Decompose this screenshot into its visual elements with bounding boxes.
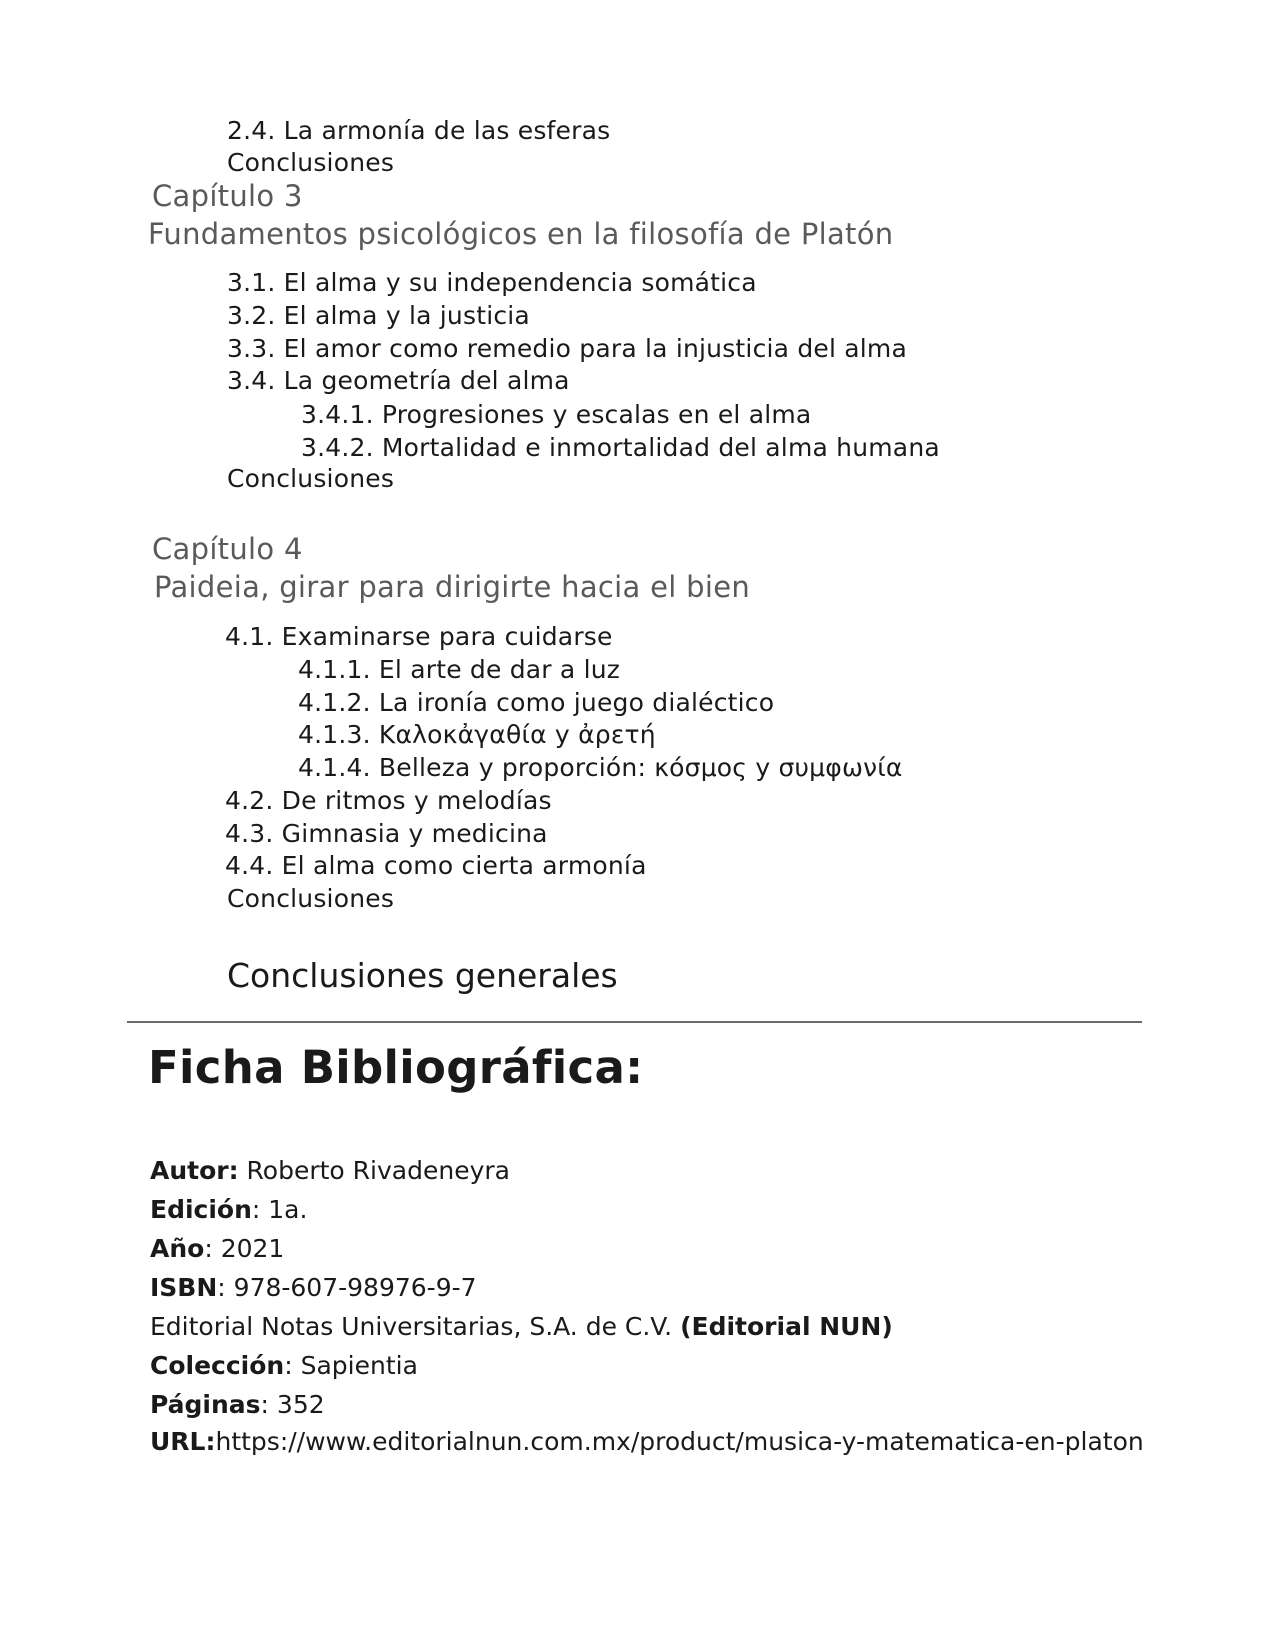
chapter-3-title: Fundamentos psicológicos en la filosofía de Platón — [148, 217, 894, 251]
chapter-4-label: Capítulo 4 — [152, 532, 303, 566]
ficha-editorial — [150, 1311, 893, 1343]
ficha-isbn — [150, 1272, 477, 1304]
toc-item-3-4-2: 3.4.2. Mortalidad e inmortalidad del alma humana — [301, 433, 940, 462]
toc-item-4-1-1: 4.1.1. El arte de dar a luz — [298, 655, 621, 684]
ficha-coleccion — [150, 1350, 418, 1382]
toc-item-3-1: 3.1. El alma y su independencia somática — [227, 268, 757, 297]
toc-item-4-1: 4.1. Examinarse para cuidarse — [225, 622, 613, 651]
toc-item-4-2: 4.2. De ritmos y melodías — [225, 786, 552, 815]
ficha-edicion-label: Edición — [150, 1195, 252, 1224]
ficha-editorial-name: Editorial Notas Universitarias, S.A. de C.V. — [150, 1312, 681, 1341]
ficha-autor — [150, 1155, 510, 1187]
ficha-editorial-short: (Editorial NUN) — [680, 1312, 893, 1341]
chapter-4-title: Paideia, girar para dirigirte hacia el bien — [154, 570, 751, 604]
toc-item-ch4-conclusions: Conclusiones — [227, 884, 395, 913]
toc-item-3-3: 3.3. El amor como remedio para la injusticia del alma — [227, 334, 908, 363]
toc-item-3-2: 3.2. El alma y la justicia — [227, 301, 530, 330]
ficha-url-link[interactable]: https://www.editorialnun.com.mx/product/musica-y-matematica-en-platon — [215, 1427, 1144, 1456]
toc-item-4-4: 4.4. El alma como cierta armonía — [225, 851, 647, 880]
ficha-paginas — [150, 1389, 325, 1421]
ficha-anio-label: Año — [150, 1234, 205, 1263]
toc-item-3-4-1: 3.4.1. Progresiones y escalas en el alma — [301, 400, 812, 429]
ficha-autor-value: Roberto Rivadeneyra — [238, 1156, 510, 1185]
ficha-coleccion-value: : Sapientia — [284, 1351, 418, 1380]
toc-item-4-1-3: 4.1.3. Καλοκἀγαθία y ἀρετή — [298, 720, 656, 749]
toc-item-ch2-conclusions: Conclusiones — [227, 148, 395, 177]
toc-general-conclusions: Conclusiones generales — [227, 956, 618, 995]
ficha-url-label: URL: — [150, 1427, 216, 1456]
toc-item-3-4: 3.4. La geometría del alma — [227, 366, 570, 395]
ficha-paginas-value: : 352 — [260, 1390, 325, 1419]
ficha-isbn-label: ISBN — [150, 1273, 218, 1302]
ficha-edicion — [150, 1194, 307, 1226]
ficha-anio — [150, 1233, 284, 1265]
toc-item-4-1-2: 4.1.2. La ironía como juego dialéctico — [298, 688, 775, 717]
ficha-autor-label: Autor: — [150, 1156, 239, 1185]
toc-item-2-4: 2.4. La armonía de las esferas — [227, 116, 611, 145]
ficha-isbn-value: : 978-607-98976-9-7 — [217, 1273, 477, 1302]
ficha-coleccion-label: Colección — [150, 1351, 285, 1380]
chapter-3-label: Capítulo 3 — [152, 179, 303, 213]
ficha-anio-value: : 2021 — [204, 1234, 285, 1263]
toc-item-ch3-conclusions: Conclusiones — [227, 464, 395, 493]
ficha-url — [150, 1426, 1150, 1458]
ficha-paginas-label: Páginas — [150, 1390, 261, 1419]
section-divider — [127, 1021, 1142, 1023]
toc-item-4-3: 4.3. Gimnasia y medicina — [225, 819, 548, 848]
toc-item-4-1-4: 4.1.4. Belleza y proporción: κόσμος y συμφωνία — [298, 753, 903, 782]
ficha-title: Ficha Bibliográfica: — [148, 1041, 644, 1094]
ficha-edicion-value: : 1a. — [251, 1195, 308, 1224]
